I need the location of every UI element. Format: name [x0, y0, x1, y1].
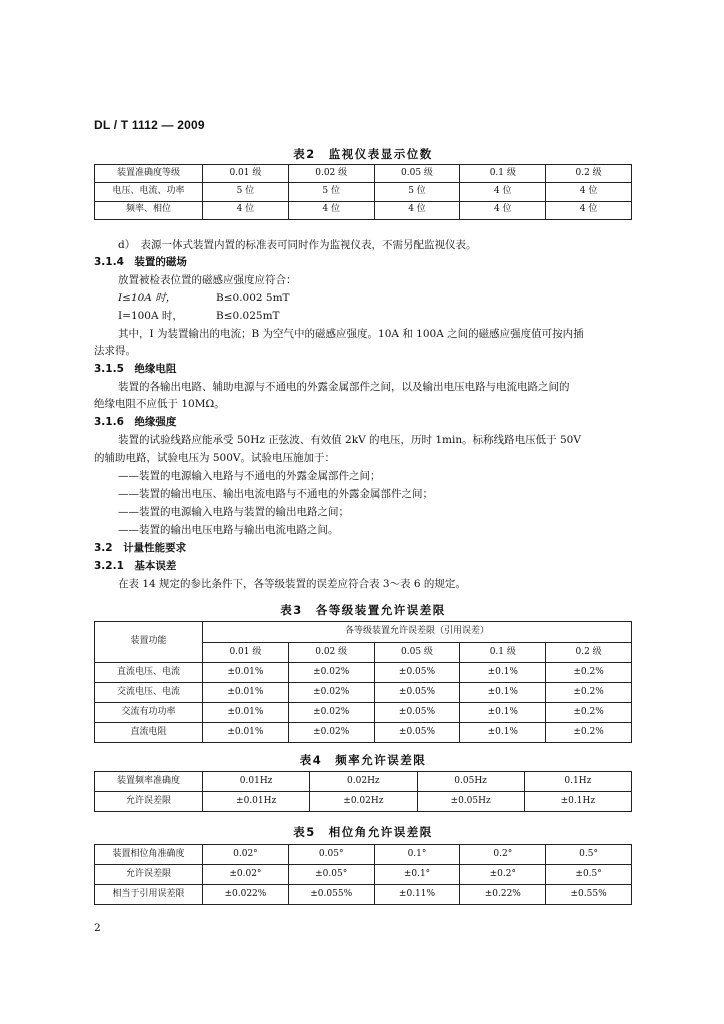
table3-cell: ±0.02% [288, 703, 374, 723]
section-3-2-1-title: 3.2.1 基本误差 [94, 560, 177, 572]
table3-cell: 交流有功功率 [95, 703, 203, 723]
table5-header-cell: 0.02° [203, 845, 289, 865]
item-d: d） 表源一体式装置内置的标准表可同时作为监视仪表，不需另配监视仪表。 [118, 239, 477, 251]
paragraph: 装置的各输出电路、辅助电源与不通电的外露金属部件之间，以及输出电压电路与电流电路之间的 [118, 381, 570, 393]
table3-cell: ±0.1% [460, 723, 546, 743]
table5-cell: 相当于引用误差限 [95, 885, 203, 905]
table3-group-header: 各等级装置允许误差限（引用误差） [203, 622, 632, 643]
table3-cell: 直流电压、电流 [95, 663, 203, 683]
list-item: ——装置的输出电压、输出电流电路与不通电的外露金属部件之间； [118, 488, 433, 500]
table5-cell: ±0.5° [546, 865, 632, 885]
table2-cell: 4 位 [546, 183, 632, 201]
formula-value: B≤0.025mT [216, 310, 280, 322]
list-item: ——装置的电源输入电路与不通电的外露金属部件之间； [118, 470, 381, 482]
section-3-1-6-title: 3.1.6 绝缘强度 [94, 416, 177, 428]
section-3-1-4-title: 3.1.4 装置的磁场 [94, 256, 187, 268]
table2-cell: 4 位 [203, 201, 289, 219]
table5-header-cell: 装置相位角准确度 [95, 845, 203, 865]
table4 [94, 771, 632, 812]
table5-cell: ±0.22% [460, 885, 546, 905]
table3 [94, 621, 632, 743]
table3-header-cell: 0.02 级 [288, 643, 374, 663]
table2-cell: 4 位 [546, 201, 632, 219]
table2-header-cell: 0.01 级 [203, 165, 289, 183]
paragraph: 放置被检表位置的磁感应强度应符合： [118, 274, 297, 286]
table3-cell: ±0.01% [203, 703, 289, 723]
table3-cell: 交流电压、电流 [95, 683, 203, 703]
table2-header-cell: 0.05 级 [374, 165, 460, 183]
formula-value: B≤0.002 5mT [216, 292, 290, 304]
table3-cell: ±0.2% [546, 703, 632, 723]
table2-cell: 4 位 [288, 201, 374, 219]
table3-cell: ±0.05% [374, 663, 460, 683]
table2-cell: 5 位 [288, 183, 374, 201]
paragraph: 法求得。 [94, 345, 136, 357]
table4-cell: 允许误差限 [95, 792, 203, 812]
table3-cell: ±0.05% [374, 683, 460, 703]
table2-cell: 4 位 [460, 183, 546, 201]
table5-cell: ±0.022% [203, 885, 289, 905]
table2-cell: 频率、相位 [95, 201, 203, 219]
formula-condition: I≤10A 时， [118, 292, 177, 304]
paragraph: 装置的试验线路应能承受 50Hz 正弦波、有效值 2kV 的电压，历时 1min。标称线路电压低于 50V [118, 434, 581, 446]
table3-cell: 直流电阻 [95, 723, 203, 743]
table3-cell: ±0.02% [288, 683, 374, 703]
paragraph: 绝缘电阻不应低于 10MΩ。 [94, 398, 225, 410]
table4-caption: 表4 频率允许误差限 [299, 753, 427, 767]
table3-cell: ±0.2% [546, 663, 632, 683]
table5-cell: ±0.2° [460, 865, 546, 885]
table4-header-cell: 0.05Hz [417, 772, 524, 792]
table5 [94, 844, 632, 905]
table2-cell: 4 位 [460, 201, 546, 219]
table2-header-cell: 0.2 级 [546, 165, 632, 183]
table3-cell: ±0.02% [288, 663, 374, 683]
table3-cell: ±0.05% [374, 703, 460, 723]
table3-header-cell: 0.1 级 [460, 643, 546, 663]
formula-condition: I=100A 时， [118, 310, 183, 322]
table4-header-cell: 0.01Hz [203, 772, 310, 792]
table4-header-cell: 装置频率准确度 [95, 772, 203, 792]
table2 [94, 164, 632, 220]
table3-cell: ±0.1% [460, 703, 546, 723]
paragraph: 在表 14 规定的参比条件下，各等级装置的误差应符合表 3～表 6 的规定。 [118, 578, 466, 590]
table2-header-cell: 0.1 级 [460, 165, 546, 183]
paragraph: 其中，I 为装置输出的电流；B 为空气中的磁感应强度。10A 和 100A 之间的磁感应强度值可按内插 [118, 328, 584, 340]
table5-header-cell: 0.2° [460, 845, 546, 865]
table3-cell: ±0.01% [203, 723, 289, 743]
table5-cell: ±0.55% [546, 885, 632, 905]
table3-cell: ±0.2% [546, 683, 632, 703]
table3-cell: ±0.1% [460, 683, 546, 703]
list-item: ——装置的电源输入电路与装置的输出电路之间； [118, 506, 349, 518]
table5-cell: ±0.055% [288, 885, 374, 905]
table2-header-cell: 0.02 级 [288, 165, 374, 183]
table3-header-cell: 0.05 级 [374, 643, 460, 663]
table2-header-cell: 装置准确度等级 [95, 165, 203, 183]
table5-header-cell: 0.1° [374, 845, 460, 865]
table5-cell: ±0.11% [374, 885, 460, 905]
table4-cell: ±0.1Hz [524, 792, 631, 812]
table3-cell: ±0.05% [374, 723, 460, 743]
section-3-2-title: 3.2 计量性能要求 [94, 542, 187, 554]
paragraph: 的辅助电路，试验电压为 500V。试验电压施加于： [94, 452, 335, 464]
section-3-1-5-title: 3.1.5 绝缘电阻 [94, 363, 177, 375]
table3-cell: ±0.01% [203, 663, 289, 683]
document-header: DL / T 1112 — 2009 [94, 118, 205, 132]
table3-header-cell: 0.2 级 [546, 643, 632, 663]
table3-header-cell: 装置功能 [95, 622, 203, 663]
table2-caption: 表2 监视仪表显示位数 [293, 147, 433, 161]
table3-header-cell: 0.01 级 [203, 643, 289, 663]
table3-cell: ±0.2% [546, 723, 632, 743]
table2-cell: 5 位 [374, 183, 460, 201]
table2-cell: 4 位 [374, 201, 460, 219]
table5-cell: ±0.05° [288, 865, 374, 885]
table4-cell: ±0.05Hz [417, 792, 524, 812]
table5-caption: 表5 相位角允许误差限 [293, 825, 433, 839]
table3-cell: ±0.01% [203, 683, 289, 703]
table3-caption: 表3 各等级装置允许误差限 [280, 603, 446, 617]
table2-cell: 5 位 [203, 183, 289, 201]
table5-cell: ±0.1° [374, 865, 460, 885]
table4-header-cell: 0.1Hz [524, 772, 631, 792]
table2-cell: 电压、电流、功率 [95, 183, 203, 201]
table3-cell: ±0.02% [288, 723, 374, 743]
list-item: ——装置的输出电压电路与输出电流电路之间。 [118, 524, 339, 536]
table4-cell: ±0.02Hz [310, 792, 417, 812]
page-number: 2 [94, 922, 101, 934]
table5-cell: ±0.02° [203, 865, 289, 885]
table3-cell: ±0.1% [460, 663, 546, 683]
table5-header-cell: 0.5° [546, 845, 632, 865]
table5-header-cell: 0.05° [288, 845, 374, 865]
table4-cell: ±0.01Hz [203, 792, 310, 812]
table4-header-cell: 0.02Hz [310, 772, 417, 792]
table5-cell: 允许误差限 [95, 865, 203, 885]
